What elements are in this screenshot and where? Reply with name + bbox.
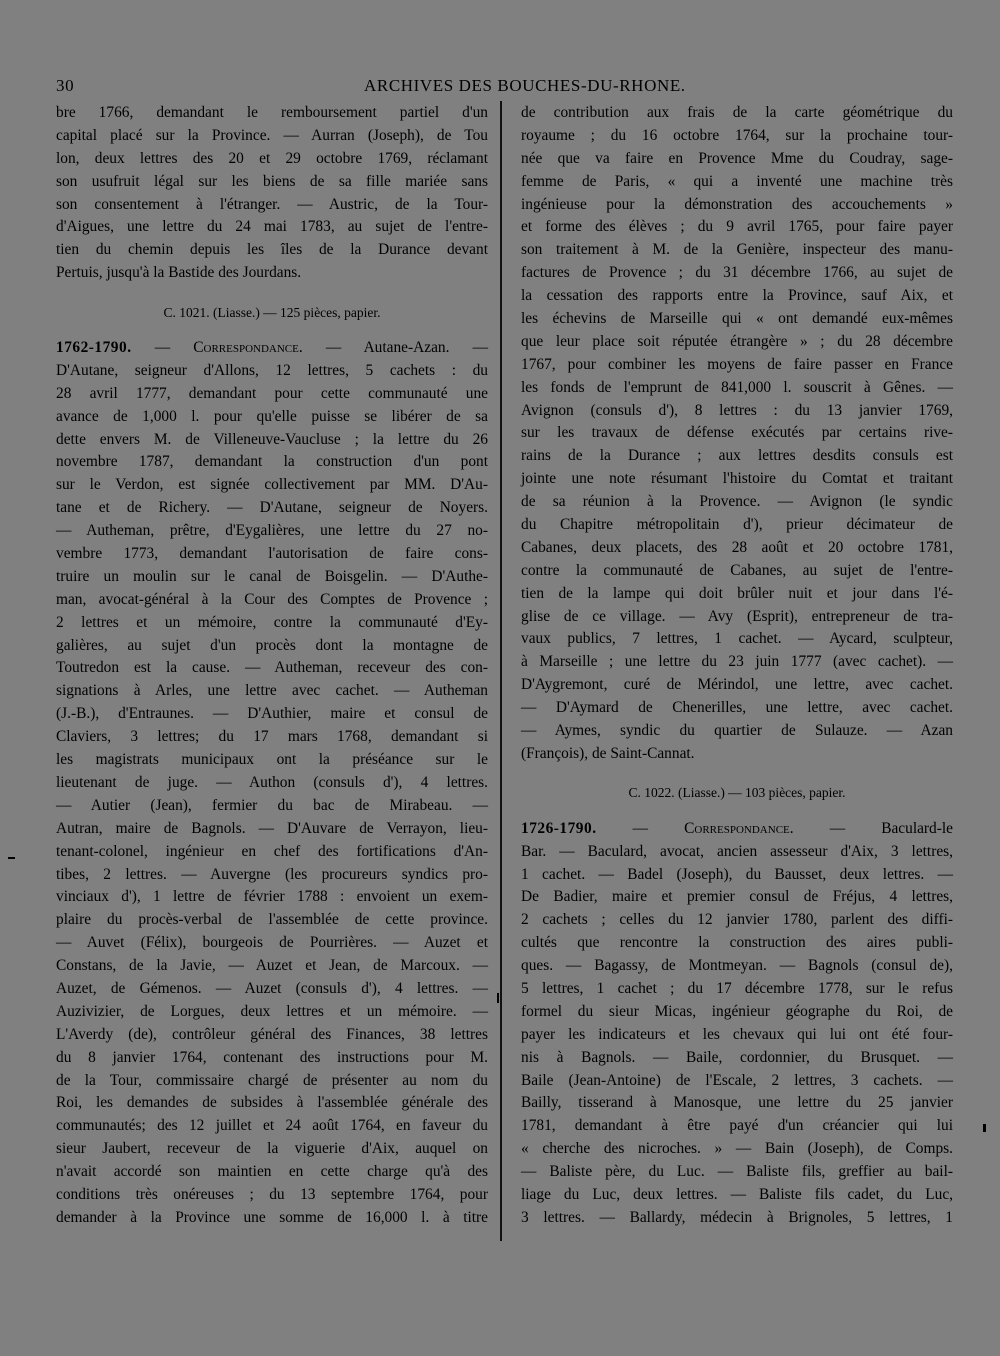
text-line: 2 cachets ; celles du 12 janvier 1780, parlent des diffi-	[521, 911, 953, 929]
text-line: Claviers, 3 lettres; du 17 mars 1768, demandant si	[56, 728, 488, 746]
left-column	[56, 102, 488, 1230]
text-line: D'Autane, seigneur d'Allons, 12 lettres, 5 cachets : du	[56, 361, 488, 379]
text-line: Bar. — Baculard, avocat, ancien assesseur d'Aix, 3 lettres,	[521, 842, 953, 860]
text-line: du 8 janvier 1764, contenant des instructions pour M.	[56, 1048, 488, 1066]
text-line: 1 cachet. — Badel (Joseph), du Bausset, deux lettres. —	[521, 865, 953, 883]
text-line: Toutredon est la cause. — Autheman, receveur des con-	[56, 659, 488, 677]
text-line: (François), de Saint-Cannat.	[521, 744, 695, 762]
text-line: vaux publics, 7 lettres, 1 cachet. — Aycard, sculpteur,	[521, 630, 953, 648]
text-line: demander à la Province une somme de 16,000 l. à titre	[56, 1208, 488, 1226]
text-line: née que va faire en Provence Mme du Coudray, sage-	[521, 149, 953, 167]
text-line: 1767, pour combiner les moyens de faire passer en France	[521, 355, 953, 373]
right-archive-cote: C. 1022. (Liasse.) — 103 pièces, papier.	[628, 784, 846, 800]
text-line: n'avait accordé son maintien en cette charge qu'à des	[56, 1163, 488, 1181]
text-line: sur les travaux de défense exécutés par certains rive-	[521, 424, 953, 442]
text-line: avance de 1,000 l. pour qu'elle puisse se libérer de sa	[56, 407, 488, 425]
right-entry-heading: Correspondance.	[684, 819, 794, 837]
text-line: galières, au sujet d'un procès dont la montagne de	[56, 636, 488, 654]
text-line: Auzivizier, de Lorgues, deux lettres et un mémoire. —	[56, 1002, 488, 1020]
text-line: et forme des élèves ; du 9 avril 1765, pour faire payer	[521, 218, 953, 236]
column-divider	[500, 101, 502, 1241]
text-line: formel du sieur Micas, ingénieur géographe du Roi, de	[521, 1002, 953, 1020]
text-line: la cessation des rapports entre la Province, sauf Aix, et	[521, 287, 953, 305]
right-entry-date: 1726-1790.	[521, 819, 597, 837]
text-line: jointe une note résumant l'histoire du Comtat et traitant	[521, 470, 953, 488]
text-line: Autran, maire de Bagnols. — D'Auvare de Verrayon, lieu-	[56, 819, 488, 837]
text-line: communautés; des 12 juillet et 24 août 1764, en faveur du	[56, 1117, 488, 1135]
text-line: de contribution aux frais de la carte géométrique du	[521, 104, 953, 121]
text-line: glise de ce village. — Avy (Esprit), entrepreneur de tra-	[521, 607, 953, 625]
text-line: capital placé sur la Province. — Aurran (Joseph), de Tou	[56, 126, 488, 144]
text-line: royaume ; du 16 octobre 1764, sur la prochaine tour-	[521, 126, 953, 144]
text-line: tibes, 2 lettres. — Auvergne (les procureurs syndics pro-	[56, 865, 488, 883]
spacer	[521, 766, 953, 782]
scan-mark	[983, 1124, 986, 1132]
text-line: dette envers M. de Villeneuve-Vaucluse ; la lettre du 26	[56, 430, 488, 448]
text-line: (J.-B.), d'Entraunes. — D'Authier, maire et consul de	[56, 705, 488, 723]
text-line: contre la communauté de Cabanes, au sujet de l'entre-	[521, 561, 953, 579]
text-line: « cherche des nicroches. » — Bain (Joseph), de Comps.	[521, 1140, 953, 1158]
text-line: truire un moulin sur le canal de Boisgelin. — D'Authe-	[56, 567, 488, 585]
text-line: vembre 1773, demandant l'autorisation de faire cons-	[56, 545, 488, 563]
text-line: les magistrats municipaux ont la préséance sur le	[56, 751, 488, 769]
left-intro-paragraph	[56, 102, 488, 285]
text-line: — Aymes, syndic du quartier de Sulauze. — Azan	[521, 722, 953, 740]
text-line: man, avocat-général à la Cour des Comptes de Provence ;	[56, 590, 488, 608]
text-line: les échevins de Marseille qui « ont demandé eux-mêmes	[521, 310, 953, 328]
right-entry-first-line: 1726-1790. — Correspondance. — Baculard-le	[521, 819, 953, 837]
text-line: les fonds de l'emprunt de 841,000 l. souscrit à Gênes. —	[521, 378, 953, 396]
text-line: du Chapitre métropolitain d'), prieur décimateur de	[521, 516, 953, 534]
text-line: novembre 1787, demandant la construction d'un pont	[56, 453, 488, 471]
left-entry-heading: Correspondance.	[193, 339, 303, 357]
text-line: de la Tour, commissaire chargé de présenter au nom du	[56, 1071, 488, 1089]
text-line: Cabanes, deux placets, des 28 août et 20 octobre 1781,	[521, 538, 953, 556]
text-line: signations à Arles, une lettre avec cachet. — Autheman	[56, 682, 488, 700]
text-line: son usufruit légal sur les biens de sa fille mariée sans	[56, 172, 488, 190]
text-line: — D'Aymard de Chenerilles, une lettre, avec cachet.	[521, 699, 953, 717]
text-line: sieur Jaubert, receveur de la viguerie d'Aix, auquel on	[56, 1140, 488, 1158]
text-line: Auzet, de Gémenos. — Auzet (consuls d'), 4 lettres. —	[56, 979, 488, 997]
spacer	[521, 805, 953, 818]
text-line: 5 lettres, 1 cachet ; du 17 décembre 1778, sur le refus	[521, 979, 953, 997]
text-line: de sa réunion à la Provence. — Avignon (le syndic	[521, 493, 953, 511]
text-line: tane et de Richery. — D'Autane, seigneur de Noyers.	[56, 499, 488, 517]
text-line: — Auvet (Félix), bourgeois de Pourrières. — Auzet et	[56, 934, 488, 952]
text-line: 28 avril 1777, demandant pour cette communauté une	[56, 384, 488, 402]
text-line: Roi, les demandes de subsides à l'assemblée générale des	[56, 1094, 488, 1112]
text-line: tien de la lampe qui doit brûler nuit et jour dans l'é-	[521, 584, 953, 602]
left-entry-paragraph	[56, 360, 488, 1230]
text-line: son consentement à l'étranger. — Austric, de la Tour-	[56, 195, 488, 213]
text-line: plaire du procès-verbal de l'assemblée de cette province.	[56, 911, 488, 929]
page-header	[56, 74, 686, 98]
text-line: Avignon (consuls d'), 8 lettres : du 13 janvier 1769,	[521, 401, 953, 419]
spacer	[56, 285, 488, 302]
text-line: tenant-colonel, ingénieur en chef des fortifications d'An-	[56, 842, 488, 860]
left-entry-first-line-rest: — Autane-Azan. —	[325, 339, 488, 357]
scan-mark	[497, 993, 499, 1003]
scan-mark	[8, 857, 15, 859]
text-line: cultés que rencontre la construction des aires publi-	[521, 934, 953, 952]
text-line: ingénieuse pour la démonstration des accouchements »	[521, 195, 953, 213]
text-line: tien du chemin depuis les îles de la Durance devant	[56, 241, 488, 259]
text-line: Bailly, tisserand à Manosque, une lettre du 25 janvier	[521, 1094, 953, 1112]
text-line: son traitement à M. de la Genière, inspecteur des manu-	[521, 241, 953, 259]
text-line: femme de Paris, « qui a inventé une machine très	[521, 172, 953, 190]
text-line: — Autier (Jean), fermier du bac de Mirabeau. —	[56, 796, 488, 814]
right-entry-first-line-rest: — Baculard-le	[829, 819, 953, 837]
left-entry-date: 1762-1790.	[56, 339, 132, 357]
running-title: ARCHIVES DES BOUCHES-DU-RHONE.	[364, 76, 686, 95]
text-line: d'Aigues, une lettre du 24 mai 1783, au sujet de l'entre-	[56, 218, 488, 236]
text-line: vinciaux d'), 1 lettre de février 1788 : envoient un exem-	[56, 888, 488, 906]
text-line: L'Averdy (de), contrôleur général des Finances, 38 lettres	[56, 1025, 488, 1043]
right-intro-paragraph	[521, 102, 953, 766]
text-line: lieutenant de juge. — Authon (consuls d'), 4 lettres.	[56, 773, 488, 791]
text-line: Pertuis, jusqu'à la Bastide des Jourdans.	[56, 264, 302, 282]
text-line: rains de la Durance ; aux lettres desdits consuls est	[521, 447, 953, 465]
text-line: 2 lettres et un mémoire, contre la communauté d'Ey-	[56, 613, 488, 631]
text-line: conditions très onéreuses ; du 13 septembre 1764, pour	[56, 1185, 488, 1203]
text-line: lon, deux lettres des 20 et 29 octobre 1769, réclamant	[56, 149, 488, 167]
text-line: ques. — Bagassy, de Montmeyan. — Bagnols (consul de),	[521, 957, 953, 975]
left-entry-first-line: 1762-1790. — Correspondance. — Autane-Azan. —	[56, 339, 488, 357]
text-line: 1781, demandant à être payé d'un créancier qui lui	[521, 1117, 953, 1135]
text-line: D'Aygremont, curé de Mérindol, une lettre, avec cachet.	[521, 676, 953, 694]
text-line: nis à Bagnols. — Baile, cordonnier, du Brusquet. —	[521, 1048, 953, 1066]
text-line: que leur place soit réputée étrangère » ; du 28 décembre	[521, 332, 953, 350]
right-entry-paragraph	[521, 841, 953, 1230]
text-line: — Baliste père, du Luc. — Baliste fils, greffier au bail-	[521, 1163, 953, 1181]
text-line: à Marseille ; une lettre du 23 juin 1777 (avec cachet). —	[521, 653, 953, 671]
page-number: 30	[56, 76, 75, 95]
text-line: bre 1766, demandant le remboursement partiel d'un	[56, 104, 488, 121]
text-line: De Badier, maire et premier consul de Fréjus, 4 lettres,	[521, 888, 953, 906]
text-line: factures de Provence ; du 31 décembre 1766, au sujet de	[521, 264, 953, 282]
text-line: sur le Verdon, est signée collectivement par MM. D'Au-	[56, 476, 488, 494]
text-line: Baile (Jean-Antoine) de l'Escale, 2 lettres, 3 cachets. —	[521, 1071, 953, 1089]
text-line: liage du Luc, deux lettres. — Baliste fils cadet, du Luc,	[521, 1185, 953, 1203]
text-line: — Autheman, prêtre, d'Eygalières, une lettre du 27 no-	[56, 522, 488, 540]
left-archive-cote: C. 1021. (Liasse.) — 125 pièces, papier.	[163, 305, 381, 321]
spacer	[56, 325, 488, 337]
right-column	[521, 102, 953, 1230]
text-line: payer les indicateurs et les chevaux qui lui ont été four-	[521, 1025, 953, 1043]
text-line: Constans, de la Javie, — Auzet et Jean, de Marcoux. —	[56, 957, 488, 975]
text-line: 3 lettres. — Ballardy, médecin à Brignoles, 5 lettres, 1	[521, 1208, 953, 1226]
